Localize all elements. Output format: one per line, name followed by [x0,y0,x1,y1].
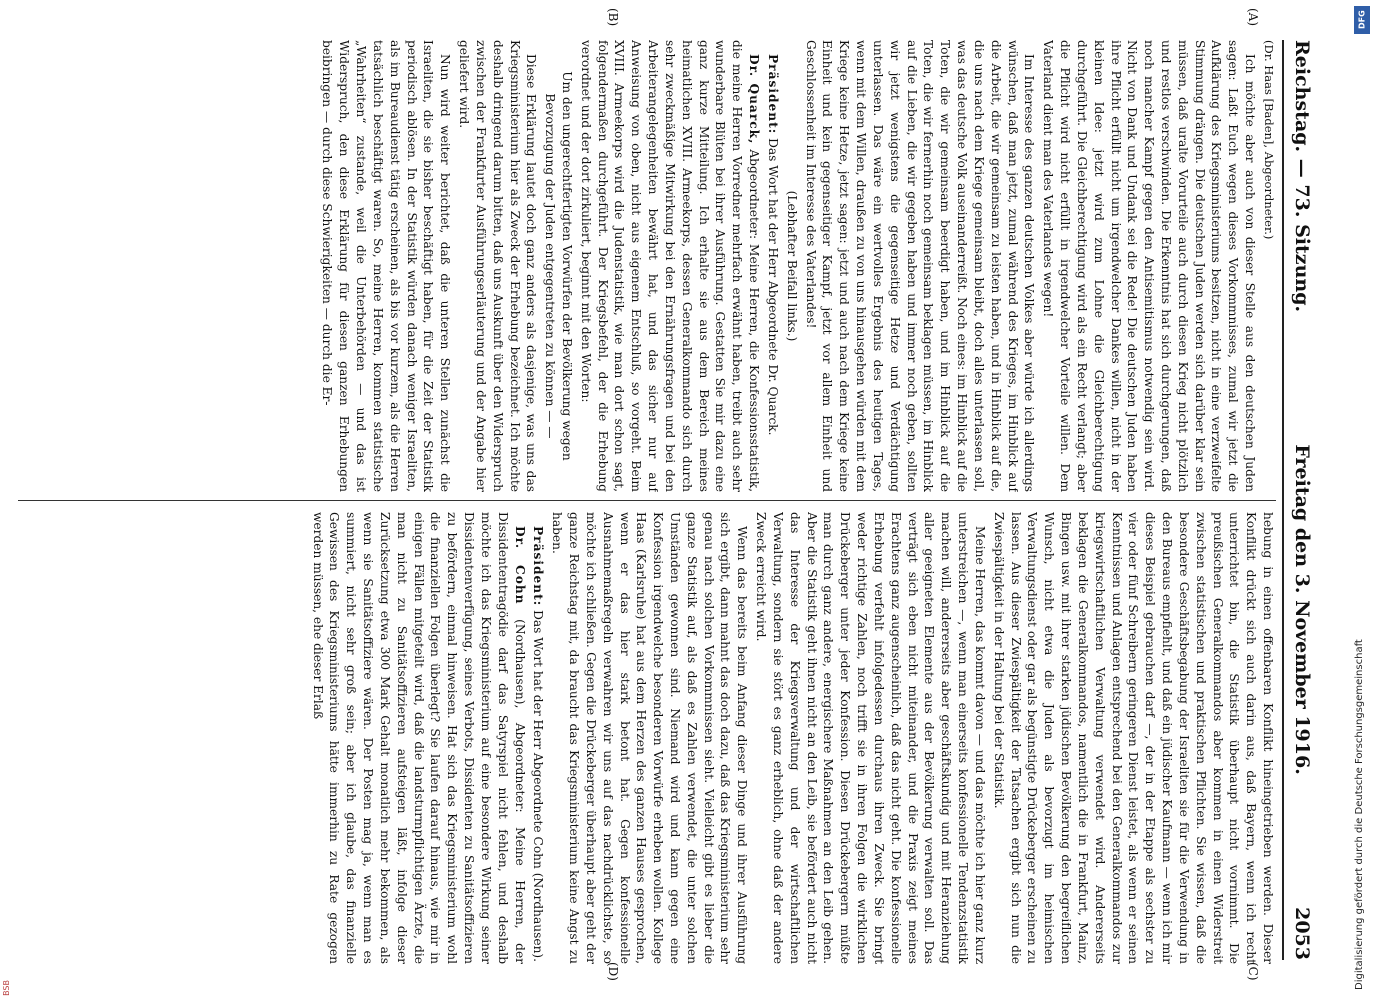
margin-marker-c: (C) [1246,962,1260,981]
paragraph: Wenn das bereits beim Anfang dieser Dinge und ihrer Ausführung sich ergibt, dann mahnt das doch dazu, daß das Kriegsministerium sehr genau nach solchen Vorkommnissen sieht. Vielleicht gibt es lieber die ganze Statistik auf, als daß es Zahlen verwendet, die unter solchen Umständen gewonnen sind. Niemand wird und kann gegen eine Konfession irgendwelche besonderen Vorwürfe erheben wollen. Kollege Haas (Karlsruhe) hat aus dem Herzen des ganzen Hauses gesprochen, wenn er das hier stark betont hat. Gegen konfessionelle Ausnahmemaßregeln verwahren wir uns auf das nachdrücklichste, so möchte ich schließen. Gegen die Drückeberger überhaupt aber geht der ganze Reichstag mit, da braucht das Kriegsministerium keine Angst zu haben. [550,512,750,964]
paragraph: Meine Herren, die Konfessionsstatistik, die meine Herren Vorredner mehrfach erwähnt haben, treibt auch sehr wunderbare Blüten bei ihrer Ausführung. Gestatten Sie mir dazu eine ganz kurze Mitteilung. Ich erhalte sie aus dem Bereich meines heimatlichen XVIII. Armeekorps, dessen Generalkommando sich durch sehr zweckmäßige Mitwirkung bei den Ernährungsfragen und bei den Arbeiterangelegenheiten bewährt hat, und das sicher nur auf Anweisung von oben, nicht aus eigenem Entschluß, so vorgeht. Beim XVIII. Armeekorps wird die Judenstatistik, wie man dort schon sagt, folgendermaßen durchgeführt. Der Kriegsbefehl, der die Erhebung verordnet und der dort zirkuliert, beginnt mit den Worten: [578,40,762,492]
paragraph: Diese Erklärung lautet doch ganz anders als dasjenige, was uns das Kriegsministerium hier als Zweck der Erhebung bezeichnet. Ich möchte deshalb dringend darum bitten, daß uns Auskunft über den Widerspruch zwischen der Frankfurter Ausführungserläuterung und der Angabe hier geliefert wird. [457,40,539,492]
president-statement [764,40,781,492]
paragraph: Ich möchte aber auch von dieser Stelle aus den deutschen Juden sagen: Laßt Euch wegen dieses Vorkommnisses, zumal wir jetzt die Aufklärung des Kriegsministeriums besitzen, nicht in eine verzweifelte Stimmung drängen. Die deutschen Juden werden sich darüber klar sein müssen, daß uralte Vorurteile auch durch diesen Krieg nicht plötzlich und restlos verschwinden. Die Erkenntnis hat sich durchgerungen, daß noch mancher Kampf gegen den Antisemitismus notwendig sein wird. Nicht von Dank und Undank sei die Rede! Die deutschen Juden haben ihre Pflicht erfüllt nicht um irgendwelcher Dankes willen, nicht in der kleinen Idee: jetzt wird zum Lohne die Gleichberechtigung durchgeführt. Die Gleichberechtigung wird als ein Recht verlangt; aber die Pflicht wird nicht erfüllt in irgendwelcher Vorteile willen. Dem Vaterland dient man des Vaterlandes wegen! [1041,40,1258,492]
paragraph: hebung in einen offenbaren Konflikt hineingetrieben werden. Dieser Konflikt drückt sich auch darin aus, daß Bayern, wenn ich recht unterrichtet bin, die Statistik überhaupt nicht vornimmt. Die preußischen Generalkommandos aber kommen in einen Widerstreit zwischen statistischen und praktischen Pflichten. Sie wissen, daß die besondere Geschäftsbegabung der Israeliten sie für die Verwendung in den Bureaus empfiehlt, und daß ein jüdischer Kaufmann — wenn ich mir dieses Beispiel gebrauchen darf —, der in der Etappe als sechster zu vier oder fünf Schreibern geringeren Dienst leistet, als wenn er seinen Kenntnissen und Anlagen entsprechend bei den Generalkommandos zur kriegswirtschaftlichen Verwaltung verwendet wird. Andererseits beklagen die Generalkommandos, namentlich die in Frankfurt, Mainz, Bingen usw. mit ihrer starken jüdischen Bevölkerung den begreiflichen Wunsch, nicht etwa die Juden als bevorzugt im heimischen Verwaltungsdienst oder gar als begünstigte Drückeberger erscheinen zu lassen. Aus dieser Zwiespältigkeit der Tatsachen ergibt sich nun die Zwiespältigkeit in der Haltung bei der Statistik. [991,512,1275,964]
president-text: Das Wort hat der Herr Abgeordnete Cohn (Nordhausen). [531,610,546,963]
paragraph: Meine Herren, das kommt davon — und das möchte ich hier ganz kurz unterstreichen —, wenn man einerseits konfessionelle Tendenzstatistik machen will, andererseits aber geschäftskundig und mit Heranziehung aller geeigneten Elemente aus der Bevölkerung verwalten soll. Das verträgt sich eben nicht miteinander, und die Praxis zeigt meines Erachtens ganz augenscheinlich, daß das nicht geht. Die konfessionelle Erhebung verfehlt infolgedessen durchaus ihren Zweck. Sie bringt weder richtige Zahlen, noch trifft sie in ihren Folgen die wirklichen Drückeberger unter jeder Konfession. Diesen Drückebergern müßte man durch ganz andere, energischere Maßnahmen an den Leib gehen. Aber die Statistik geht ihnen nicht an den Leib, sie befördert auch nicht das Interesse der Kriegsverwaltung und der wirtschaftlichen Verwaltung, sondern sie stört es ganz erheblich, ohne daß der andere Zweck erreicht wird. [754,512,987,964]
president-label: Präsident: [531,526,546,607]
speaker-intro [577,40,762,492]
right-column [18,512,1276,964]
president-text: Das Wort hat der Herr Abgeordnete Dr. Quarck. [765,138,780,436]
session-date: Freitag den 3. November 1916. [1291,444,1313,775]
left-column [18,40,1276,492]
paragraph: Nun wird weiter berichtet, daß die unteren Stellen zunächst die Israeliten, die sie bisher beschäftigt haben, für die Zeit der Statistik periodisch ablösen. In der Statistik würden danach weniger Israeliten, als im Bureaudienst tätig erscheinen, als bis vor kurzem, als die Herren tatsächlich beschäftigt waren. So, meine Herren, kommen statistische „Wahrheiten“ zustande, weil die Unterbehörden — und das ist Widerspruch, den diese Erklärung für diesen ganzen Erhebungen beibringen — durch diese Schwierigkeiten — durch die Er- [320,40,453,492]
dfg-logo: DFG [1354,6,1370,34]
quotation: Um den ungerechtfertigten Vorwürfen der Bevölkerung wegen Bevorzugung der Juden entgegentreten zu können — — [543,71,575,461]
speaker-name: Dr. Quarck, [747,54,762,145]
margin-marker-d: (D) [606,962,620,981]
applause-note: (Lebhafter Beifall links.) [784,190,799,342]
paragraph: Im Interesse des ganzen deutschen Volkes aber würde ich allerdings wünschen, daß man jetzt, zumal während des Krieges, im Hinblick auf die Arbeit, die wir gemeinsam zu leisten haben, und in Hinblick auf die, die uns nach dem Kriege gemeinsam bleibt, doch alles unterlassen soll, was das deutsche Volk auseinanderreißt. Noch eines: im Hinblick auf die Toten, die wir gemeinsam beerdigt haben, und im Hinblick auf die Toten, die wir fernerhin noch gemeinsam beklagen müssen, im Hinblick auf die Lieben, die wir gegeben haben und immer noch geben, sollten wir jetzt wenigstens die gegenseitige Hetze und Verdächtigung unterlassen. Das wäre ein wertvolles Ergebnis des heutigen Tages, wenn mit dem Willen, draußen zu von uns hinausgehen würden mit dem Kriege keine Hetze, jetzt sagen: jetzt und auch nach dem Kriege keine Einheit und kein gegenseitiger Kampf, jetzt vor allem Einheit und Geschlossenheit im Interesse des Vaterlandes! [803,40,1037,492]
speaker-attribution: (Dr. Haas [Baden], Abgeordneter.) [1262,40,1276,240]
speaker-role: Abgeordneter: [747,149,762,240]
margin-marker-b: (B) [606,8,620,27]
speaker-intro [309,512,528,964]
digitization-credit: Digitalisierung gefördert durch die Deutsche Forschungsgemeinschaft [1354,639,1365,990]
column-divider [18,500,1276,501]
page-number: 2053 [1291,907,1313,960]
president-label: Präsident: [765,54,780,135]
paragraph: Meine Herren, der Dissidententragödie darf das Satyrspiel nicht fehlen, und deshalb möchte ich das Kriegsministerium auf eine besondere Wirkung seiner Dissidentenverfügung, seines Verbots, Dissidenten zu Sanitätsoffizieren zu befördern, einmal hinweisen. Hat sich das Kriegsministerium wohl die finanziellen Folgen überlegt? Sie laufen darauf hinaus, wie mir in einigen Fällen mitgeteilt wird, daß die landsturmpflichtigen Ärzte, die man nicht zu Sanitätsoffizieren aufsteigen läßt, infolge dieser Zurücksetzung etwa 300 Mark Gehalt monatlich mehr bekommen, als wenn sie Sanitätsoffiziere wären. Der Posten mag ja, wenn man es summiert, nicht sehr groß sein; aber ich glaube, das finanzielle Gewissen des Kriegsministeriums hätte immerhin zu Rate gezogen werden müssen, ehe dieser Erlaß [310,512,527,964]
president-statement [530,512,547,964]
speaker-role: (Nordhausen), Abgeordneter: [512,619,527,813]
bsb-mark: BSB [2,980,11,996]
session-title: Reichstag. — 73. Sitzung. [1291,40,1313,313]
page-header [1282,40,1320,960]
margin-marker-a: (A) [1246,8,1260,27]
speaker-name: Dr. Cohn [512,526,527,605]
